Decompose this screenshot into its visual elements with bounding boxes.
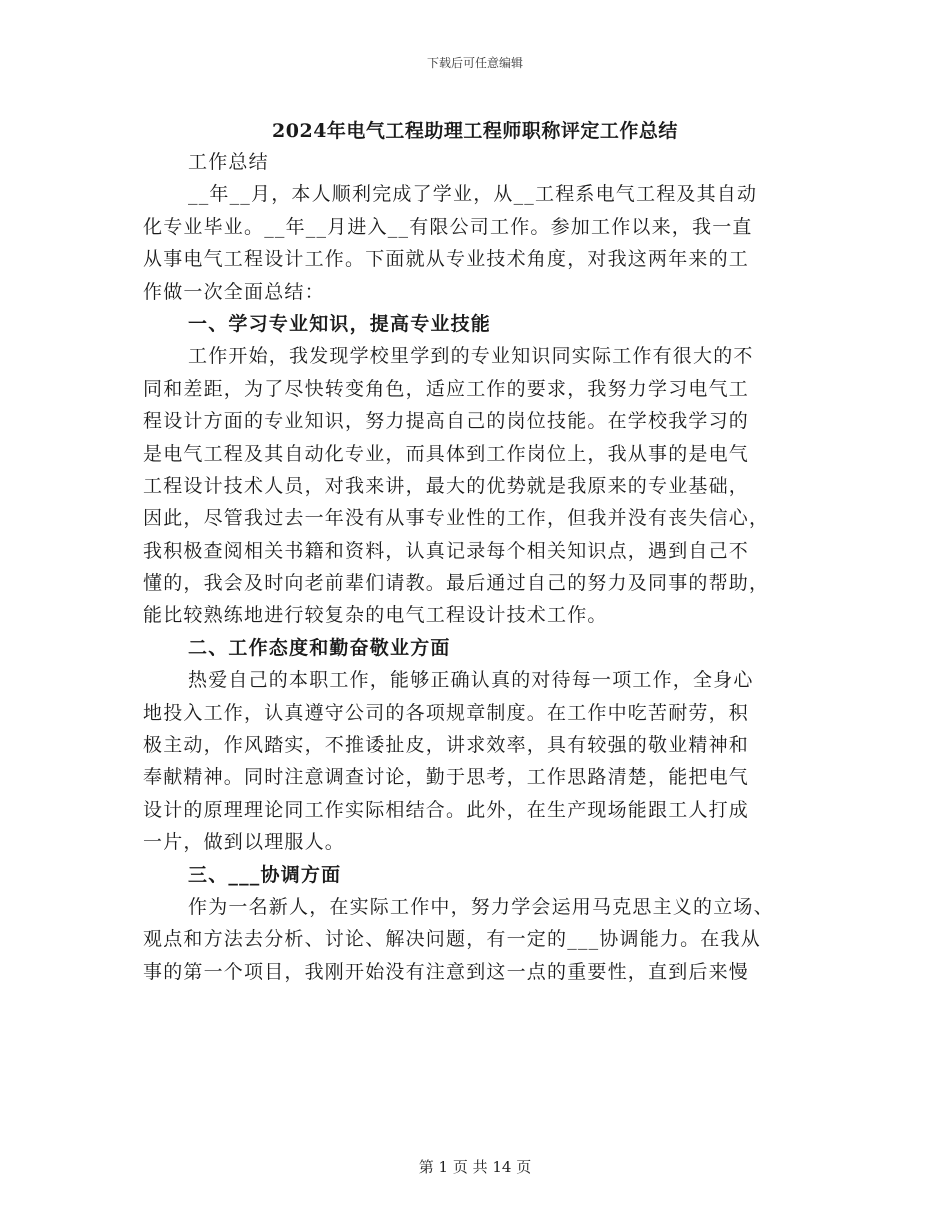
paragraph-line: 工作总结 xyxy=(188,151,269,173)
paragraph-line: 地投入工作，认真遵守公司的各项规章制度。在工作中吃苦耐劳，积 xyxy=(143,701,750,724)
paragraph-line: 工作开始，我发现学校里学到的专业知识同实际工作有很大的不 xyxy=(188,345,754,368)
page-number-footer: 第 1 页 共 14 页 xyxy=(418,1158,532,1176)
paragraph-line: 设计的原理理论同工作实际相结合。此外，在生产现场能跟工人打成 xyxy=(143,798,750,821)
paragraph-line: 奉献精神。同时注意调查讨论，勤于思考，工作思路清楚，能把电气 xyxy=(143,766,750,789)
paragraph-line: 事的第一个项目，我刚开始没有注意到这一点的重要性，直到后来慢 xyxy=(143,960,750,983)
document-title: 2024年电气工程助理工程师职称评定工作总结 xyxy=(272,120,678,142)
paragraph-line: 是电气工程及其自动化专业，而具体到工作岗位上，我从事的是电气 xyxy=(143,442,750,465)
paragraph-line: 程设计方面的专业知识，努力提高自己的岗位技能。在学校我学习的 xyxy=(143,410,750,433)
paragraph-line: 化专业毕业。__年__月进入__有限公司工作。参加工作以来，我一直 xyxy=(143,215,753,238)
section-heading: 一、学习专业知识，提高专业技能 xyxy=(188,312,492,335)
paragraph-line: 我积极查阅相关书籍和资料，认真记录每个相关知识点，遇到自己不 xyxy=(143,539,750,562)
document-body xyxy=(143,146,808,988)
header-note: 下载后可任意编辑 xyxy=(426,56,523,70)
paragraph-line: 热爱自己的本职工作，能够正确认真的对待每一项工作，全身心 xyxy=(188,669,754,692)
paragraph-line: 作为一名新人，在实际工作中，努力学会运用马克思主义的立场、 xyxy=(188,895,774,918)
paragraph-line: 从事电气工程设计工作。下面就从专业技术角度，对我这两年来的工 xyxy=(143,248,750,271)
paragraph-line: 工程设计技术人员，对我来讲，最大的优势就是我原来的专业基础， xyxy=(143,474,750,497)
paragraph-line: 一片，做到以理服人。 xyxy=(143,831,346,854)
paragraph-line: 能比较熟练地进行较复杂的电气工程设计技术工作。 xyxy=(143,604,608,627)
paragraph-line: 因此，尽管我过去一年没有从事专业性的工作，但我并没有丧失信心， xyxy=(143,507,770,530)
paragraph-line: 同和差距，为了尽快转变角色，适应工作的要求，我努力学习电气工 xyxy=(143,377,750,400)
section-heading: 二、工作态度和勤奋敬业方面 xyxy=(188,636,451,659)
paragraph-line: 观点和方法去分析、讨论、解决问题，有一定的___协调能力。在我从 xyxy=(143,928,761,951)
paragraph-line: 懂的，我会及时向老前辈们请教。最后通过自己的努力及同事的帮助， xyxy=(143,572,770,595)
paragraph-line: 作做一次全面总结： xyxy=(143,280,325,303)
section-heading: 三、___协调方面 xyxy=(188,863,342,886)
paragraph-line: __年__月，本人顺利完成了学业，从__工程系电气工程及其自动 xyxy=(188,183,758,206)
paragraph-line: 极主动，作风踏实，不推诿扯皮，讲求效率，具有较强的敬业精神和 xyxy=(143,734,750,757)
